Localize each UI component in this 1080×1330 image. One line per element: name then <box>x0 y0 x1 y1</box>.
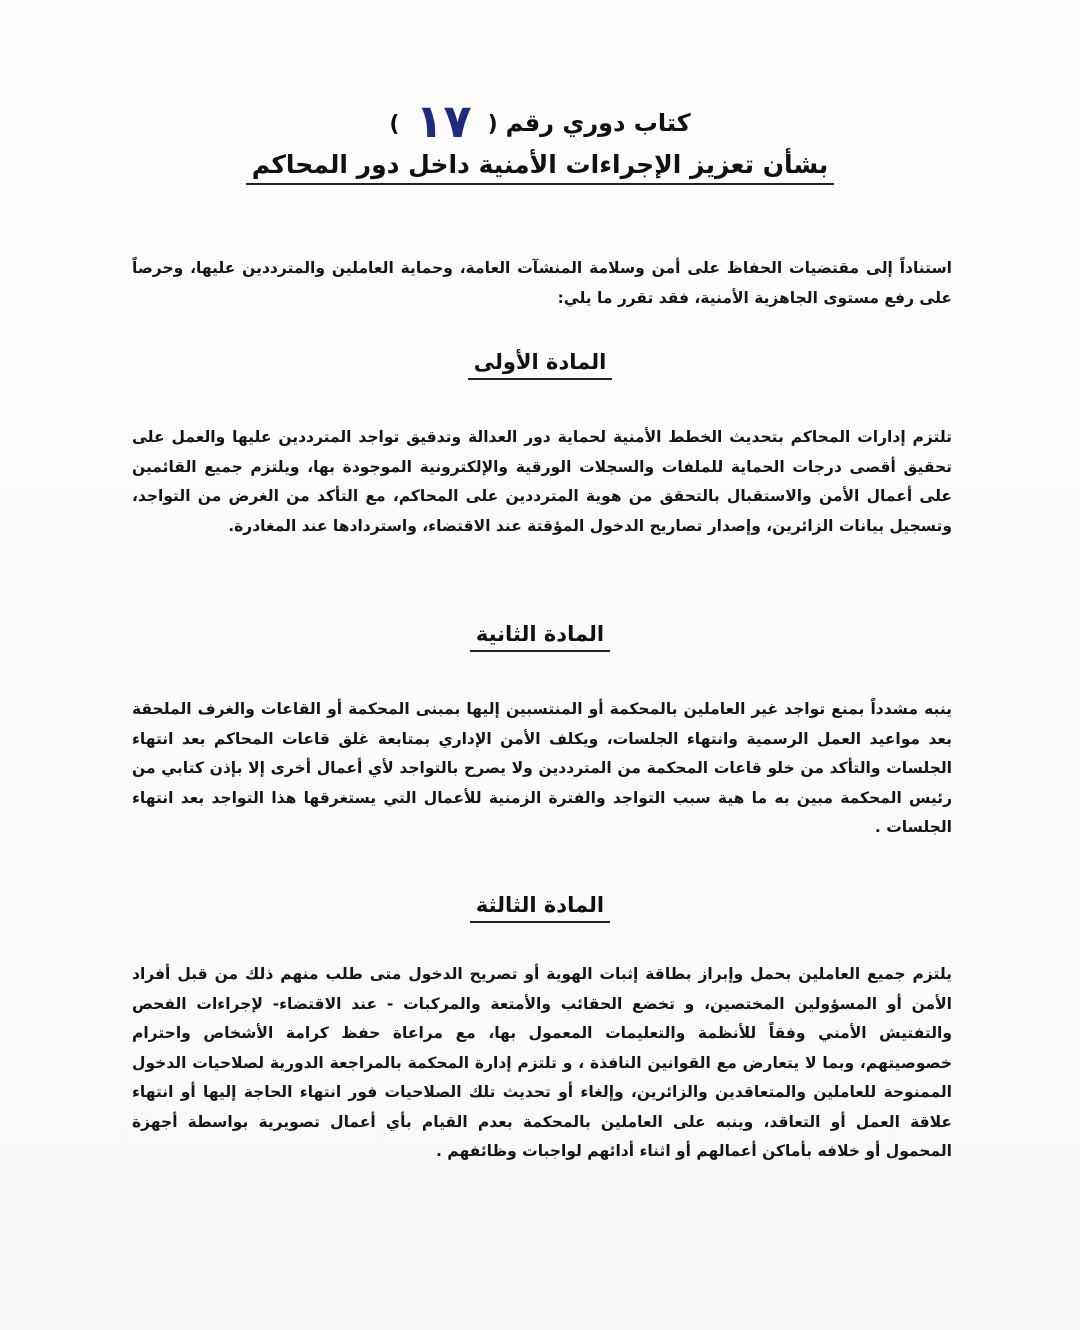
circular-title-line <box>0 92 1080 148</box>
open-paren: ( <box>487 112 498 137</box>
intro-paragraph: استناداً إلى مقتضيات الحفاظ على أمن وسلامة المنشآت العامة، وحماية العاملين والمترددين عليها، وحرصاً على رفع مستوى الجاهزية الأمنية، فقد تقرر ما يلي: <box>132 259 952 307</box>
article-1-heading-wrap <box>0 350 1080 380</box>
close-paren: ) <box>389 112 400 137</box>
circular-title: كتاب دوري رقم <box>505 109 691 137</box>
article-1-heading: المادة الأولى <box>468 350 613 380</box>
article-3-heading-wrap <box>0 893 1080 923</box>
article-2-text: ينبه مشدداً بمنع تواجد غير العاملين بالمحكمة أو المنتسبين إليها بمبنى المحكمة أو القاعات والغرف الملحقة بعد مواعيد العمل الرسمية وانتهاء الجلسات، ويكلف الأمن الإداري بمتابعة غلق قاعات المحاكم بعد انتهاء الجلسات والتأكد من خلو قاعات المحكمة من المترددين ولا يصرح بالتواجد لأي أعمال أخرى إلا بإذن كتابي من رئيس المحكمة مبين به ما هية سبب التواجد والفترة الزمنية للأعمال التي يستغرقها هذا التواجد بعد انتهاء الجلسات . <box>132 700 952 836</box>
article-1-text: تلتزم إدارات المحاكم بتحديث الخطط الأمنية لحماية دور العدالة وتدقيق تواجد المترددين عليها والعمل على تحقيق أقصى درجات الحماية للملفات والسجلات الورقية والإلكترونية الموجودة بها، ويلتزم جميع القائمين على أعمال الأمن والاستقبال بالتحقق من هوية المترددين على المحاكم، مع التأكد من الغرض من التواجد، وتسجيل بيانات الزائرين، وإصدار تصاريح الدخول المؤقتة عند الاقتضاء، واستردادها عند المغادرة. <box>132 428 952 535</box>
article-2-heading-wrap <box>0 622 1080 652</box>
article-3-heading: المادة الثالثة <box>470 893 610 923</box>
article-2-heading: المادة الثانية <box>470 622 610 652</box>
subject-heading: بشأن تعزيز الإجراءات الأمنية داخل دور المحاكم <box>246 150 835 185</box>
circular-number: ١٧ <box>415 94 472 148</box>
subject-line <box>0 150 1080 185</box>
article-3-text: يلتزم جميع العاملين بحمل وإبراز بطاقة إثبات الهوية أو تصريح الدخول متى طلب منهم ذلك من قبل أفراد الأمن أو المسؤولين المختصين، و تخضع الحقائب والأمتعة والمركبات - عند الاقتضاء- لإجراءات الفحص والتفتيش الأمني وفقاً للأنظمة والتعليمات المعمول بها، مع مراعاة حفظ كرامة الأشخاص واحترام خصوصيتهم، وبما لا يتعارض مع القوانين النافذة ، و تلتزم إدارة المحكمة بالمراجعة الدورية لصلاحيات الدخول الممنوحة للعاملين والمتعاقدين والزائرين، وإلغاء أو تحديث تلك الصلاحيات فور انتهاء الحاجة إليها أو انتهاء علاقة العمل أو التعاقد، وينبه على العاملين بالمحكمة بعدم القيام بأي أعمال تصويرية بواسطة أجهزة المحمول أو خلافه بأماكن أعمالهم أو اثناء أدائهم لواجبات وظائفهم . <box>132 965 952 1160</box>
